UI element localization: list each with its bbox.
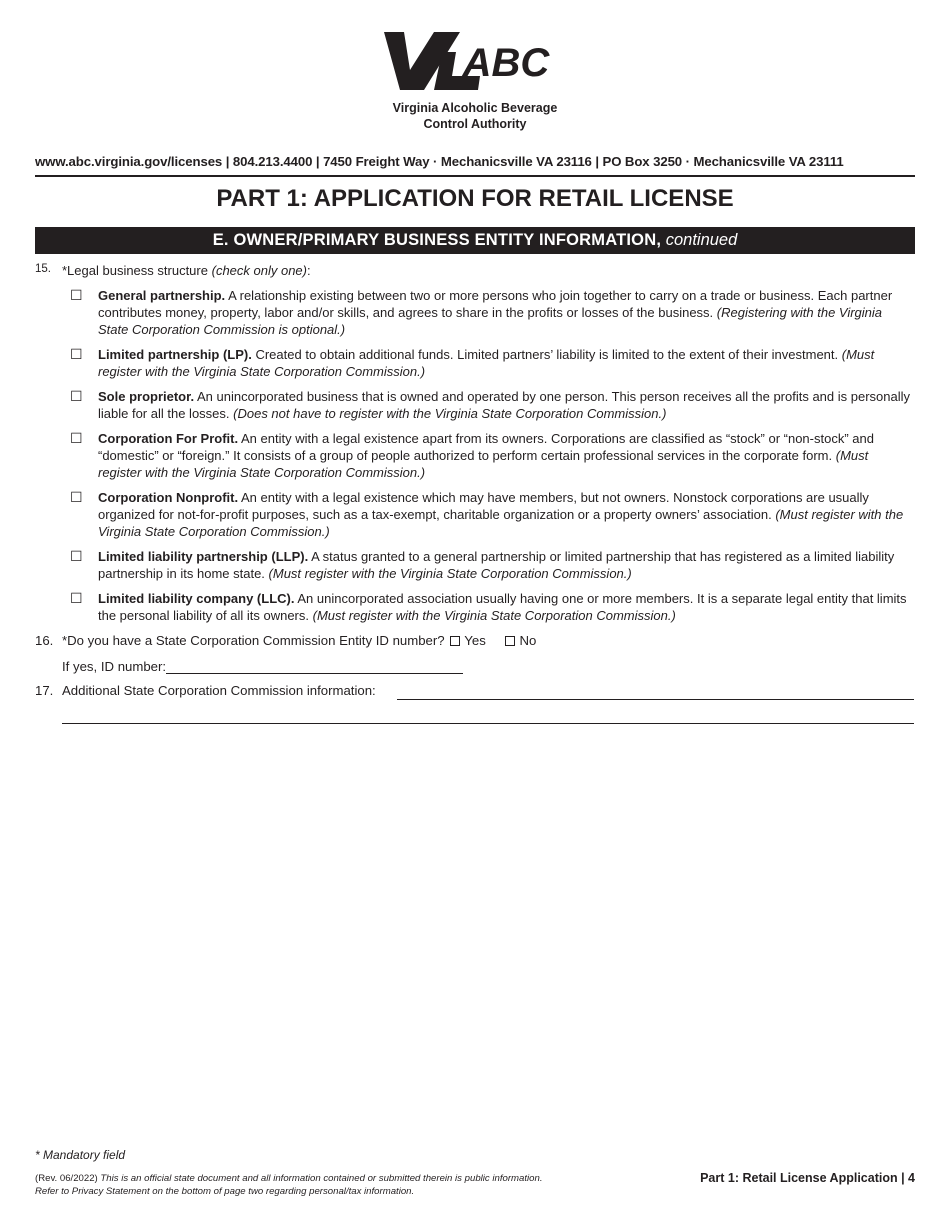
question-number: 16. xyxy=(35,633,54,648)
corporation-nonprofit-checkbox[interactable]: ☐ xyxy=(70,489,83,505)
page-title: PART 1: APPLICATION FOR RETAIL LICENSE xyxy=(216,185,734,212)
option-corporation-nonprofit: ☐ Corporation Nonprofit. An entity with a legal existence which may have members, but not owners. Nonstock corporations are usually organized for not-for-profit purposes, such as a tax-exempt, charitable organization or a property owners’ association. (Must register with the Virginia State Corporation Commission.) xyxy=(70,489,904,539)
notice-line1: This is an official state document and all information contained or submitted therein is public information. xyxy=(100,1173,543,1184)
llc-checkbox[interactable]: ☐ xyxy=(70,590,83,606)
question-number: 15. xyxy=(35,263,51,275)
option-general-partnership: ☐ General partnership. A relationship existing between two or more persons who join together to carry on a trade or business. Each partner contributes money, property, labor and/or skills, and agrees to share in the profits or losses of the business. (Registering with the Virginia State Corporation Commission is optional.) xyxy=(70,287,893,337)
no-label: No xyxy=(519,633,537,648)
question-number: 17. xyxy=(35,683,54,698)
option-llp: ☐ Limited liability partnership (LLP). A status granted to a general partnership or limited partnership that has registered as a limited liability partnership in its home state. (Must register with the Virginia State Corporation Commission.) xyxy=(70,548,895,581)
yes-label: Yes xyxy=(464,633,486,648)
contact-info: www.abc.virginia.gov/licenses | 804.213.4400 | 7450 Freight Way · Mechanicsville VA 23116 | PO Box 3250 · Mechanicsville VA 23111 xyxy=(35,154,844,169)
section-suffix: continued xyxy=(665,231,738,249)
option-llc: ☐ Limited liability company (LLC). An unincorporated association usually having one or more members. It is a separate legal entity that limits the personal liability of all its owners. (Must register with the Virginia State Corporation Commission.) xyxy=(70,590,907,623)
option-limited-partnership: ☐ Limited partnership (LP). Created to obtain additional funds. Limited partners’ liability is limited to the extent of their investment. (Must register with the Virginia State Corporation Commission.) xyxy=(70,346,875,379)
va-abc-logo xyxy=(384,30,564,92)
id-number-row xyxy=(62,658,463,674)
footer-notice xyxy=(35,1172,543,1198)
notice-line2: Refer to Privacy Statement on the bottom of page two regarding personal/tax information. xyxy=(35,1186,415,1197)
option-corporation-for-profit: ☐ Corporation For Profit. An entity with a legal existence apart from its owners. Corporations are classified as “stock” or “non-stock” and “domestic” or “foreign.” It consists of a group of people authorized to perform certain professional services in the corporate form. (Must register with the Virginia State Corporation Commission.) xyxy=(70,430,874,480)
section-title: E. OWNER/PRIMARY BUSINESS ENTITY INFORMATION, xyxy=(212,231,662,249)
id-number-label: If yes, ID number: xyxy=(62,659,167,674)
yes-checkbox[interactable] xyxy=(450,636,460,646)
page-reference: Part 1: Retail License Application | 4 xyxy=(700,1171,915,1185)
org-name-line2: Control Authority xyxy=(423,117,527,131)
question-label: *Legal business structure (check only one): xyxy=(62,263,311,278)
revision: (Rev. 06/2022) xyxy=(35,1173,98,1184)
org-name-line1: Virginia Alcoholic Beverage xyxy=(392,101,558,115)
question-label: *Do you have a State Corporation Commission Entity ID number? xyxy=(62,633,445,648)
mandatory-note: * Mandatory field xyxy=(35,1148,126,1162)
additional-info-field-line2[interactable] xyxy=(62,723,914,724)
logo-text: ABC xyxy=(462,41,550,85)
question-label: Additional State Corporation Commission information: xyxy=(62,683,376,698)
general-partnership-checkbox[interactable]: ☐ xyxy=(70,287,83,303)
business-structure-options xyxy=(70,287,915,632)
option-sole-proprietor: ☐ Sole proprietor. An unincorporated business that is owned and operated by one person. This person receives all the profits and is personally liable for all the losses. (Does not have to register with the Virginia State Corporation Commission.) xyxy=(70,388,911,421)
section-header xyxy=(35,227,915,254)
header-divider xyxy=(35,175,915,177)
limited-partnership-checkbox[interactable]: ☐ xyxy=(70,346,83,362)
llp-checkbox[interactable]: ☐ xyxy=(70,548,83,564)
additional-info-field[interactable] xyxy=(397,699,914,700)
no-checkbox[interactable] xyxy=(505,636,515,646)
corporation-for-profit-checkbox[interactable]: ☐ xyxy=(70,430,83,446)
id-number-field[interactable] xyxy=(166,658,463,674)
sole-proprietor-checkbox[interactable]: ☐ xyxy=(70,388,83,404)
